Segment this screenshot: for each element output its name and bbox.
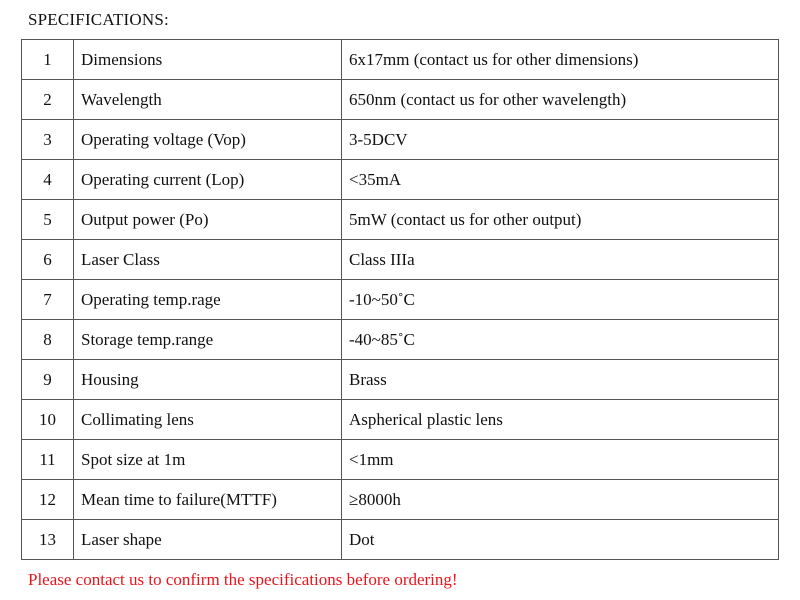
row-number: 13 — [22, 520, 74, 560]
specifications-heading: SPECIFICATIONS: — [28, 10, 169, 29]
row-number: 9 — [22, 360, 74, 400]
row-number: 8 — [22, 320, 74, 360]
parameter-value: -10~50˚C — [342, 280, 779, 320]
parameter-name: Wavelength — [74, 80, 342, 120]
table-row — [22, 280, 779, 320]
parameter-name: Spot size at 1m — [74, 440, 342, 480]
parameter-value: <1mm — [342, 440, 779, 480]
table-row — [22, 360, 779, 400]
parameter-name: Housing — [74, 360, 342, 400]
table-row — [22, 160, 779, 200]
parameter-name: Operating current (Lop) — [74, 160, 342, 200]
parameter-value: Dot — [342, 520, 779, 560]
parameter-name: Collimating lens — [74, 400, 342, 440]
parameter-name: Laser shape — [74, 520, 342, 560]
parameter-name: Laser Class — [74, 240, 342, 280]
parameter-value: 6x17mm (contact us for other dimensions) — [342, 40, 779, 80]
row-number: 4 — [22, 160, 74, 200]
parameter-value: 5mW (contact us for other output) — [342, 200, 779, 240]
parameter-value: Aspherical plastic lens — [342, 400, 779, 440]
parameter-value: 650nm (contact us for other wavelength) — [342, 80, 779, 120]
row-number: 6 — [22, 240, 74, 280]
table-row — [22, 400, 779, 440]
table-row — [22, 240, 779, 280]
row-number: 7 — [22, 280, 74, 320]
parameter-name: Operating temp.rage — [74, 280, 342, 320]
table-row — [22, 480, 779, 520]
table-row — [22, 440, 779, 480]
parameter-name: Mean time to failure(MTTF) — [74, 480, 342, 520]
row-number: 12 — [22, 480, 74, 520]
table-row — [22, 120, 779, 160]
parameter-value: -40~85˚C — [342, 320, 779, 360]
specifications-table — [21, 39, 779, 560]
parameter-value: <35mA — [342, 160, 779, 200]
table-row — [22, 40, 779, 80]
row-number: 3 — [22, 120, 74, 160]
row-number: 5 — [22, 200, 74, 240]
row-number: 2 — [22, 80, 74, 120]
parameter-value: ≥8000h — [342, 480, 779, 520]
parameter-name: Operating voltage (Vop) — [74, 120, 342, 160]
row-number: 1 — [22, 40, 74, 80]
parameter-name: Storage temp.range — [74, 320, 342, 360]
parameter-value: Brass — [342, 360, 779, 400]
parameter-name: Output power (Po) — [74, 200, 342, 240]
row-number: 10 — [22, 400, 74, 440]
parameter-name: Dimensions — [74, 40, 342, 80]
table-row — [22, 80, 779, 120]
table-row — [22, 200, 779, 240]
table-row — [22, 320, 779, 360]
parameter-value: Class IIIa — [342, 240, 779, 280]
ordering-note: Please contact us to confirm the specifications before ordering! — [28, 570, 458, 589]
parameter-value: 3-5DCV — [342, 120, 779, 160]
row-number: 11 — [22, 440, 74, 480]
table-row — [22, 520, 779, 560]
